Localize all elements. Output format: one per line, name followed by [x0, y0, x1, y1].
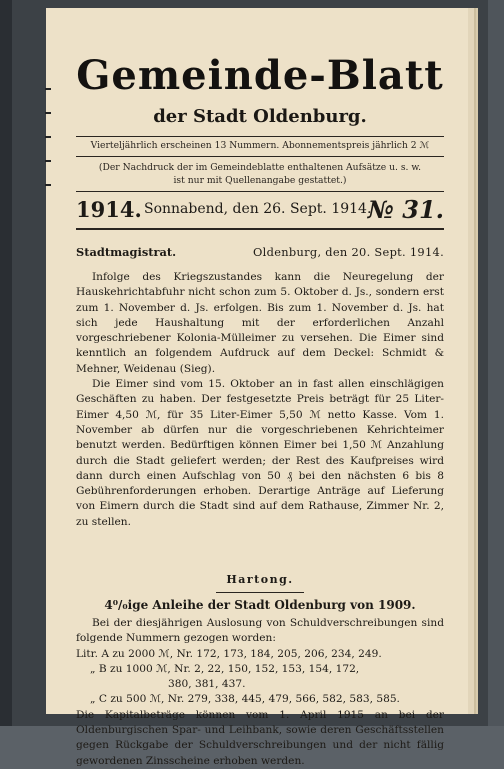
article2-row-b1: „ B zu 1000 ℳ, Nr. 2, 22, 150, 152, 153, 154, 172,	[90, 662, 360, 675]
article1-paragraph-2: Die Eimer sind vom 15. Oktober an in fast allen einschlägigen Geschäften zu haben. Der festgesetzte Preis beträgt für 25 Liter-Eimer 4,50 ℳ, für 35 Liter-Eimer 5,50 ℳ netto Kasse. Vom 1. November ab dürfen nur die vorgeschriebenen Kehrichteimer benutzt werden. Bedürftigen können Eimer bei 1,50 ℳ Anzahlung durch die Stadt geliefert werden; der Rest des Kaufpreises wird dann durch einen Aufschlag von 50 ₰ bei den nächsten 6 bis 8 Gebührenforderungen erhoben. Derartige Anträge auf Lieferung von Eimern durch die Stadt sind auf dem Rathause, Zimmer Nr. 2, zu stellen.	[76, 378, 444, 528]
article1-department: Stadtmagistrat.	[76, 245, 177, 259]
article1-header	[76, 245, 444, 261]
masthead-title: Gemeinde-Blatt	[76, 52, 444, 99]
article2-outro: Die Kapitalbeträge können vom 1. April 1915 an bei der Oldenburgischen Spar- und Leihbank, sowie deren Geschäftsstellen gegen Rückgabe der Schuldverschreibungen und der nicht fällig gewordenen Zinsscheine erhoben werden.	[76, 708, 444, 767]
newspaper-page	[46, 8, 474, 767]
rule-section	[216, 592, 304, 593]
article2-title: 4⁰/₀ige Anleihe der Stadt Oldenburg von 1909.	[104, 598, 416, 612]
rule-before-dateline	[76, 191, 444, 192]
article1-body	[76, 270, 444, 530]
page-fold	[468, 8, 474, 714]
subscription-notice: Vierteljährlich erscheinen 13 Nummern. Abonnementspreis jährlich 2 ℳ	[90, 140, 430, 151]
issue-year: 1914.	[76, 197, 142, 222]
reprint-notice-1: (Der Nachdruck der im Gemeindeblatte enthaltenen Aufsätze u. s. w.	[98, 162, 422, 173]
page-edge	[488, 0, 504, 726]
rule-mid	[76, 156, 444, 157]
reprint-notice-2: ist nur mit Quellenangabe gestattet.)	[173, 175, 347, 186]
masthead-subtitle: der Stadt Oldenburg.	[153, 106, 367, 127]
article2-row-a: Litr. A zu 2000 ℳ, Nr. 172, 173, 184, 205, 206, 234, 249.	[76, 647, 382, 660]
binding-strip	[0, 0, 12, 726]
issue-date: Sonnabend, den 26. Sept. 1914.	[144, 201, 372, 217]
article2-body	[76, 616, 444, 769]
issue-dateline	[76, 197, 444, 225]
rule-top	[76, 136, 444, 137]
article1-place-date: Oldenburg, den 20. Sept. 1914.	[253, 245, 444, 259]
article2-intro: Bei der diesjährigen Auslosung von Schuldverschreibungen sind folgende Nummern gezogen worden:	[76, 617, 444, 645]
article2-row-b2: 380, 381, 437.	[168, 678, 246, 691]
article1-paragraph-1: Infolge des Kriegszustandes kann die Neuregelung der Hauskehrichtabfuhr nicht schon zum 5. Oktober d. Js., sondern erst zum 1. November d. Js. erfolgen. Bis zum 1. November d. Js. hat sich jede Haushaltung mit der erforderlichen Anzahl vorgeschriebener Kolonia-Mülleimer zu versehen. Die Eimer sind kenntlich an folgendem Aufdruck auf dem Deckel: Schmidt & Mehner, Weidenau (Sieg).	[76, 271, 444, 375]
issue-number: № 31.	[367, 195, 444, 224]
article1-signature: Hartong.	[226, 573, 294, 586]
article2-row-c: „ C zu 500 ℳ, Nr. 279, 338, 445, 479, 566, 582, 583, 585.	[90, 693, 400, 706]
rule-after-dateline	[76, 228, 444, 230]
